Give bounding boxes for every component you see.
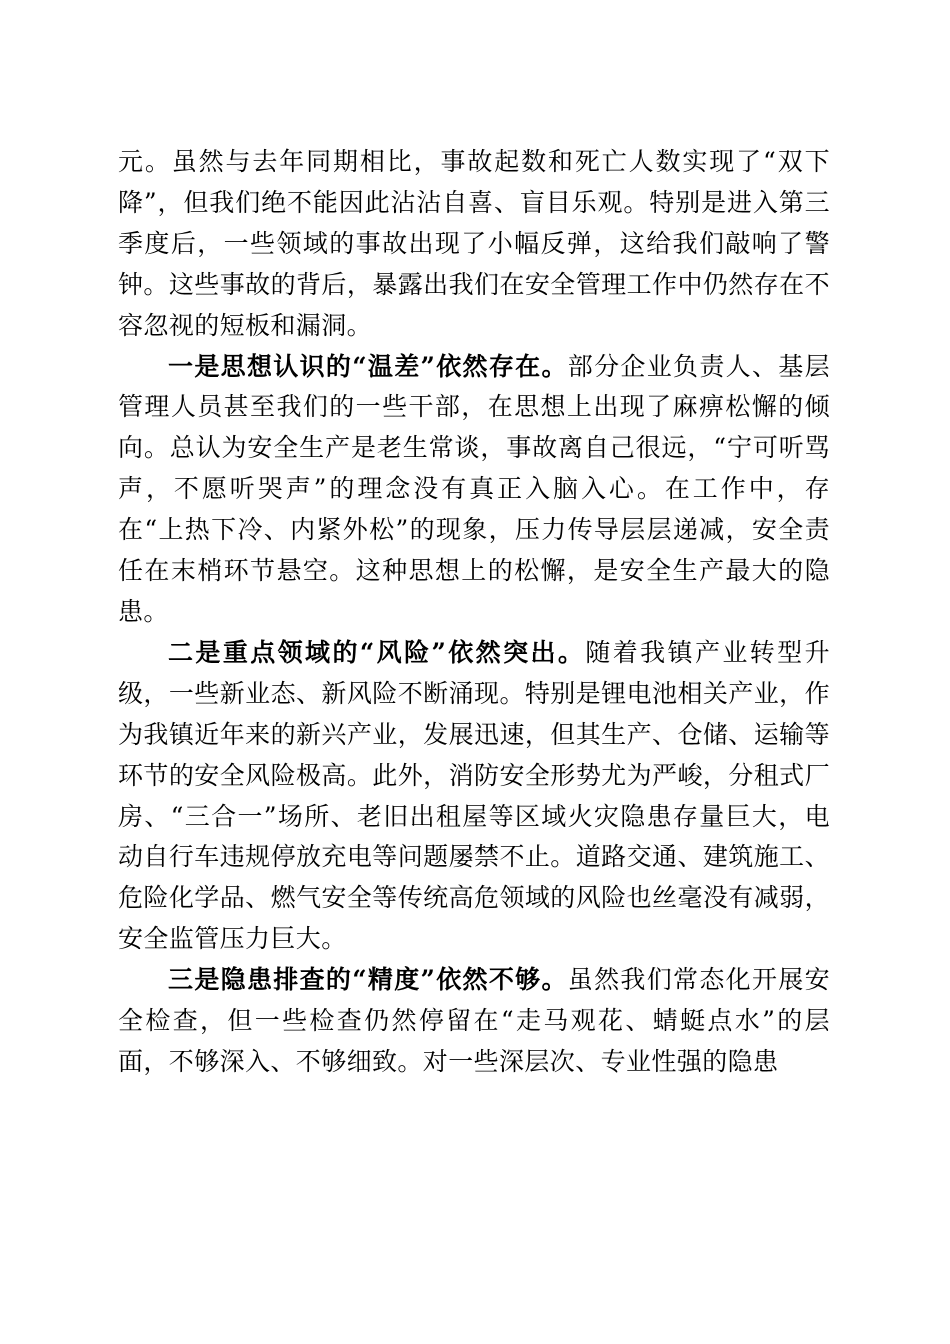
paragraph-heading: 二是重点领域的“风险”依然突出。 xyxy=(168,637,586,667)
paragraph-heading: 一是思想认识的“温差”依然存在。 xyxy=(168,351,568,381)
paragraph-text: 虽然我们常态化开展安全检查，但一些检查仍然停留在“走马观花、蜻蜓点水”的层面，不够深入、不够细致。对一些深层次、专业性强的隐患 xyxy=(118,965,830,1076)
paragraph-heading: 三是隐患排查的“精度”依然不够。 xyxy=(168,965,568,995)
paragraph-continuation xyxy=(118,142,830,347)
paragraph-text: 随着我镇产业转型升级，一些新业态、新风险不断涌现。特别是锂电池相关产业，作为我镇近年来的新兴产业，发展迅速，但其生产、仓储、运输等环节的安全风险极高。此外，消防安全形势尤为严峻，分租式厂房、“三合一”场所、老旧出租屋等区域火灾隐患存量巨大，电动自行车违规停放充电等问题屡禁不止。道路交通、建筑施工、危险化学品、燃气安全等传统高危领域的风险也丝毫没有减弱，安全监管压力巨大。 xyxy=(118,637,830,954)
paragraph-ideological-awareness xyxy=(118,347,830,633)
document-body xyxy=(118,142,830,1083)
paragraph-text: 元。虽然与去年同期相比，事故起数和死亡人数实现了“双下降”，但我们绝不能因此沾沾自喜、盲目乐观。特别是进入第三季度后，一些领域的事故出现了小幅反弹，这给我们敲响了警钟。这些事故的背后，暴露出我们在安全管理工作中仍然存在不容忽视的短板和漏洞。 xyxy=(118,147,830,340)
paragraph-text: 部分企业负责人、基层管理人员甚至我们的一些干部，在思想上出现了麻痹松懈的倾向。总认为安全生产是老生常谈，事故离自己很远，“宁可听骂声，不愿听哭声”的理念没有真正入脑入心。在工作中，存在“上热下冷、内紧外松”的现象，压力传导层层递减，安全责任在末梢环节悬空。这种思想上的松懈，是安全生产最大的隐患。 xyxy=(118,351,830,626)
paragraph-key-area-risks xyxy=(118,633,830,960)
paragraph-hazard-inspection xyxy=(118,960,830,1083)
